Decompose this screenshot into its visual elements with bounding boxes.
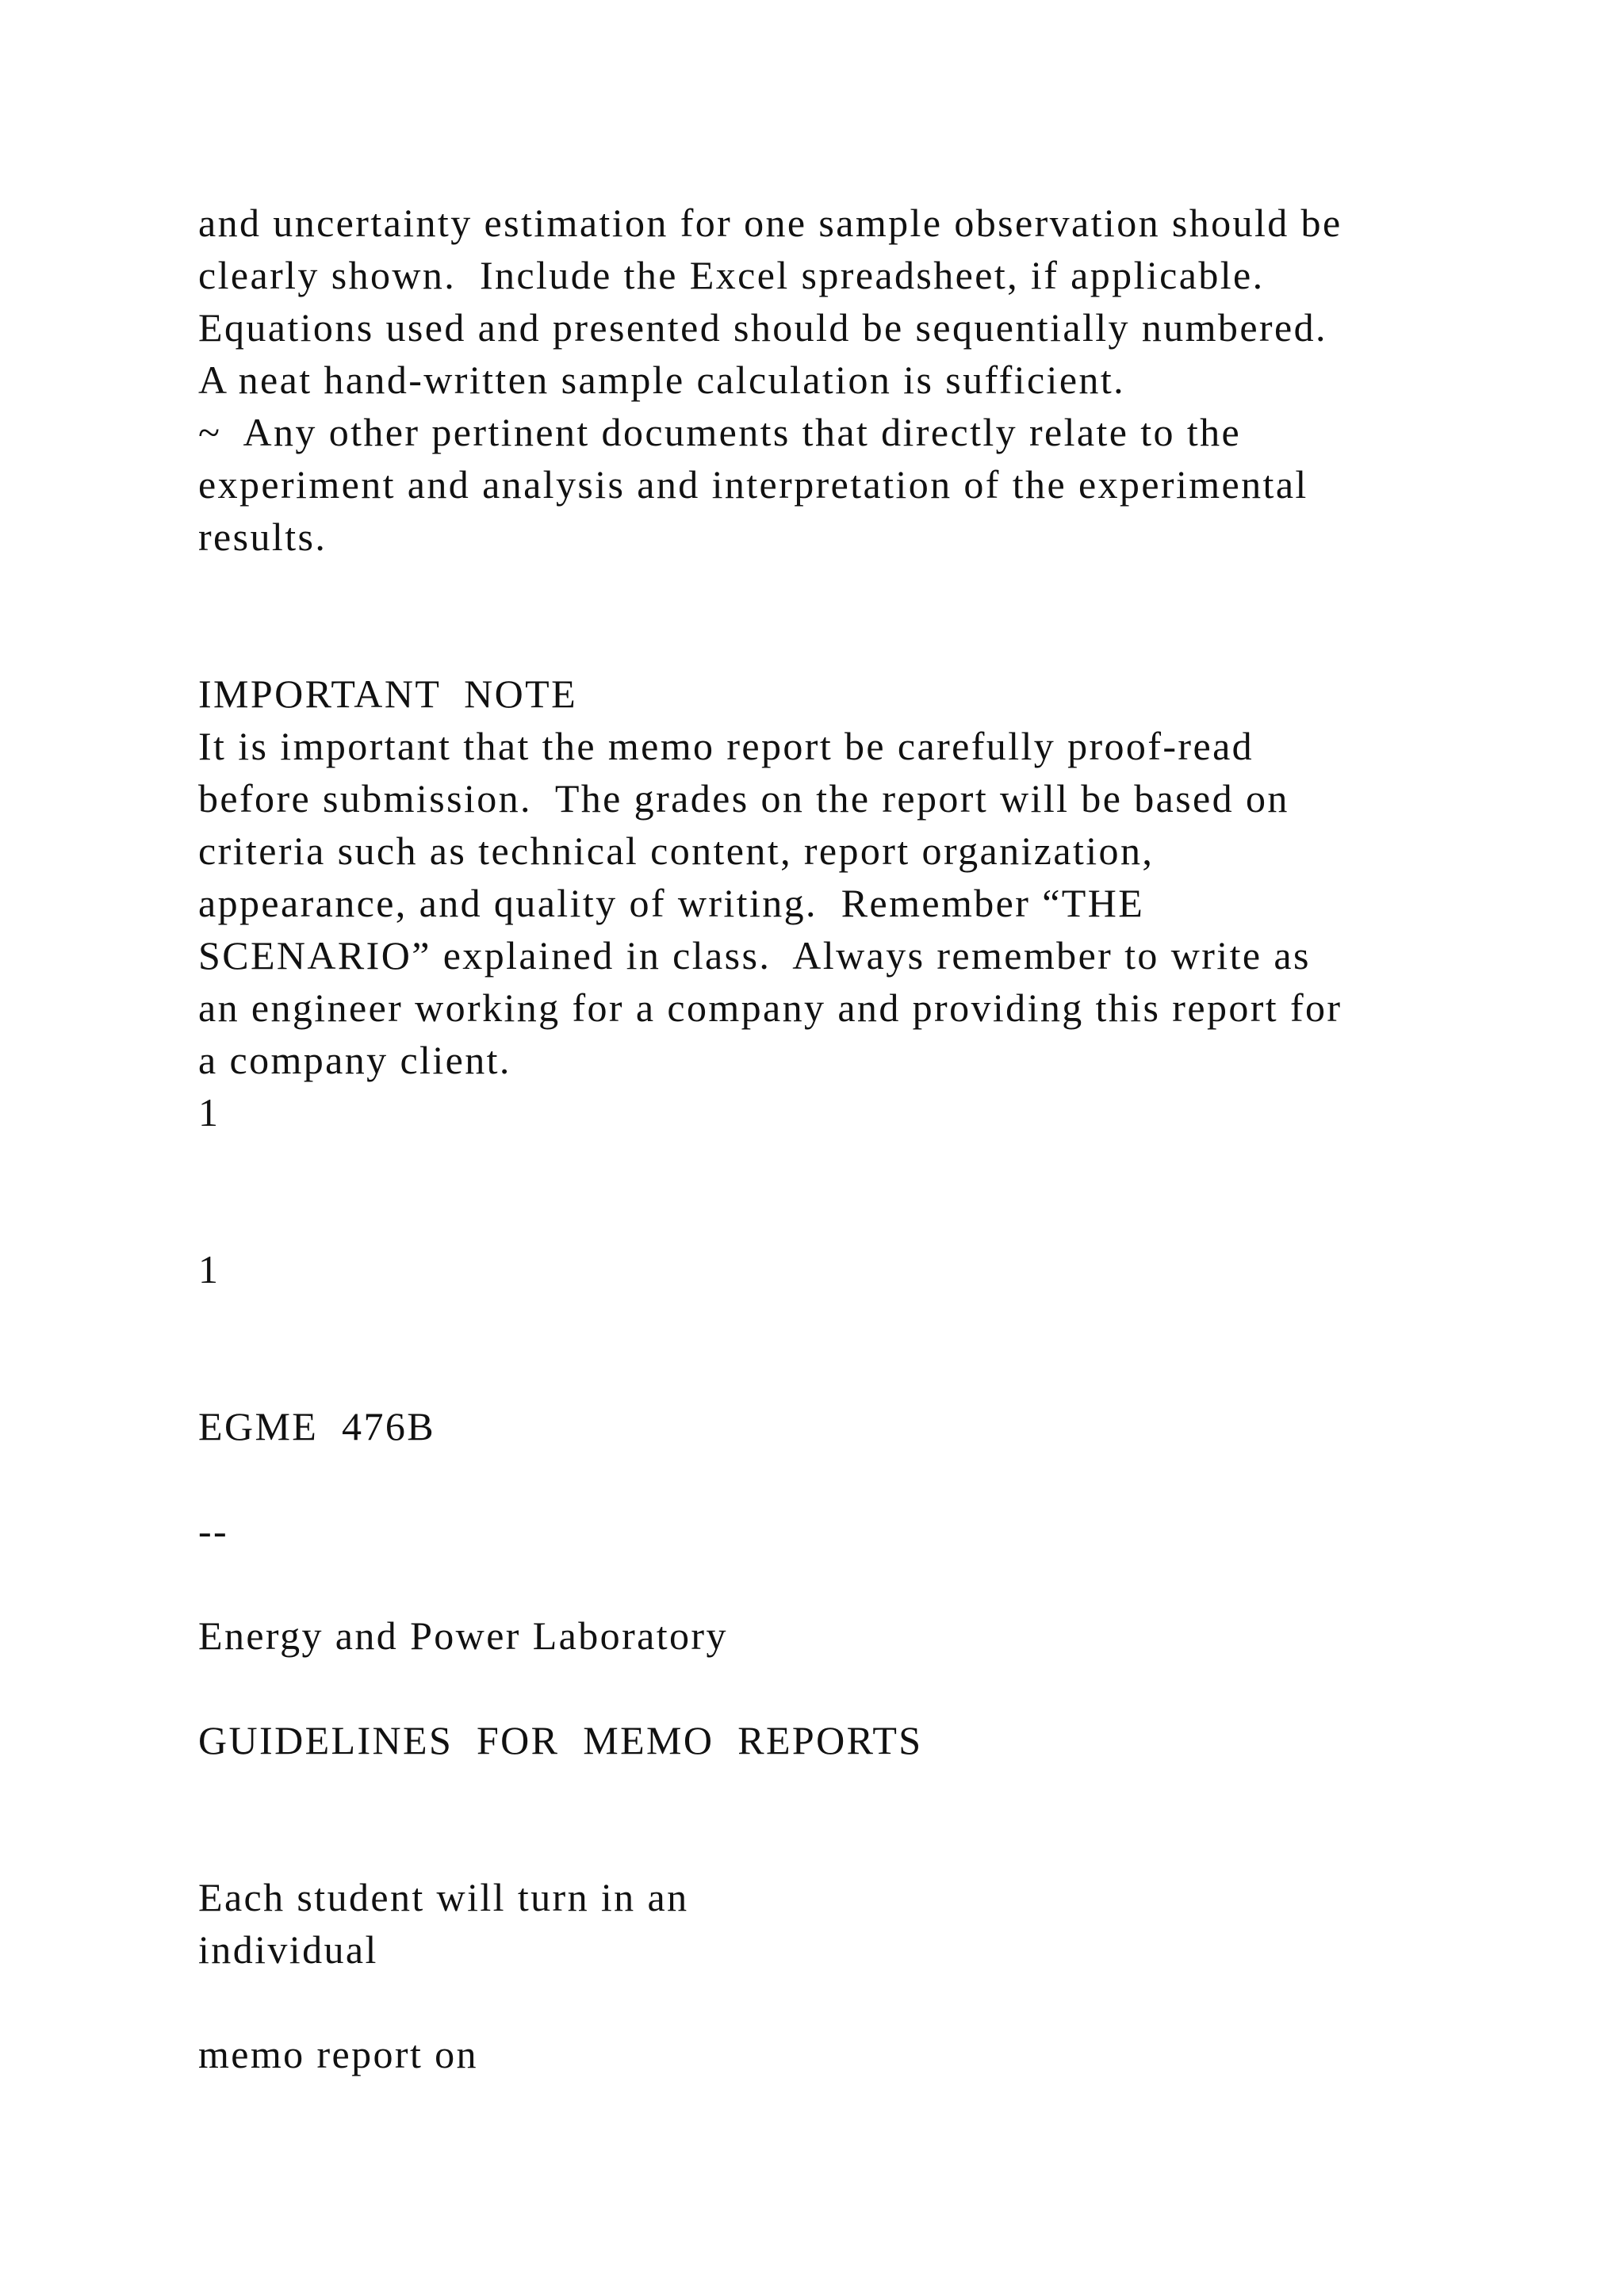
page-number: 1 (198, 1090, 220, 1135)
intro-line: Each student will turn in an (198, 1875, 689, 1919)
note-heading: IMPORTANT NOTE (198, 672, 578, 716)
note-line: a company client. (198, 1038, 511, 1082)
paragraph-line: results. (198, 515, 327, 559)
paragraph-line: clearly shown. Include the Excel spreadsheet, if applicable. (198, 253, 1265, 297)
paragraph-line: A neat hand-written sample calculation is sufficient. (198, 358, 1126, 402)
guidelines-title: GUIDELINES FOR MEMO REPORTS (198, 1718, 923, 1762)
note-line: an engineer working for a company and providing this report for (198, 985, 1342, 1030)
paragraph-line: and uncertainty estimation for one sample observation should be (198, 201, 1342, 245)
course-code: EGME 476B (198, 1404, 435, 1448)
trailing-text: memo report on (198, 2032, 478, 2076)
note-line: SCENARIO” explained in class. Always remember to write as (198, 933, 1311, 978)
separator: -- (198, 1509, 229, 1553)
note-line: appearance, and quality of writing. Remember “THE (198, 881, 1145, 925)
note-line: criteria such as technical content, report organization, (198, 828, 1155, 873)
intro-line: individual (198, 1927, 378, 1972)
paragraph-line: Equations used and presented should be sequentially numbered. (198, 305, 1327, 350)
page-number: 1 (198, 1247, 220, 1292)
paragraph-line: experiment and analysis and interpretation of the experimental (198, 462, 1308, 507)
lab-name: Energy and Power Laboratory (198, 1613, 728, 1658)
note-line: It is important that the memo report be carefully proof-read (198, 724, 1254, 768)
note-line: before submission. The grades on the report will be based on (198, 776, 1289, 821)
paragraph-line: ~ Any other pertinent documents that directly relate to the (198, 410, 1242, 454)
